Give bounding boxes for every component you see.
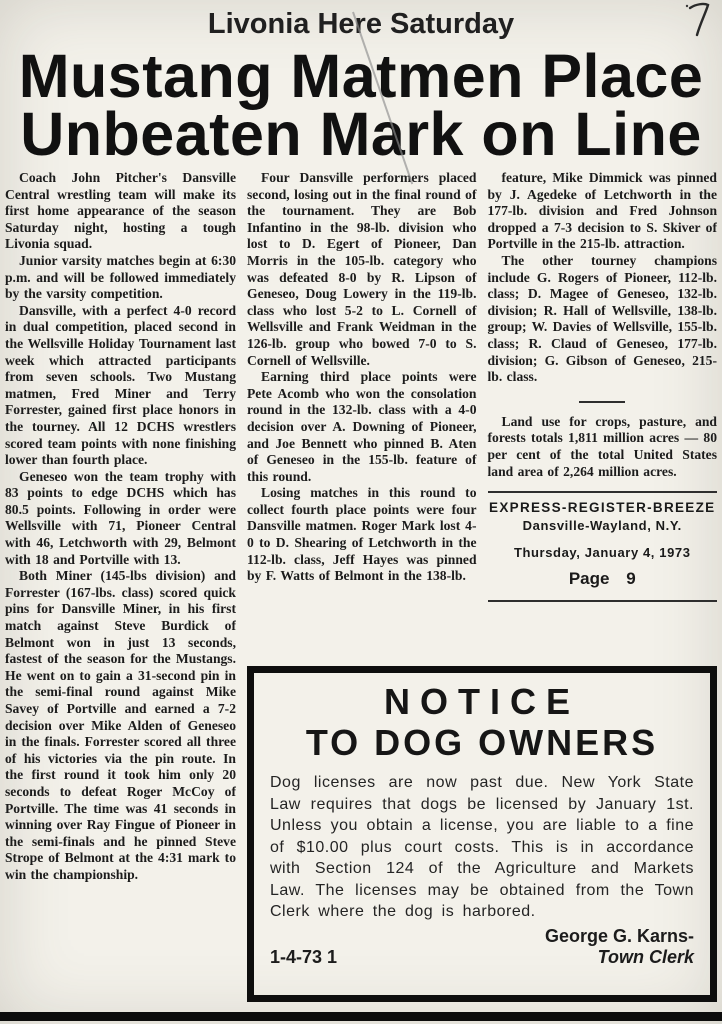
article-paragraph: Coach John Pitcher's Dansville Central wrestling team will make its first home appearance of the season Saturday night, hosting a tough Livonia squad. [5, 170, 236, 252]
masthead-location: Dansville-Wayland, N.Y. [522, 518, 682, 534]
filler-paragraph: Land use for crops, pasture, and forests totals 1,811 million acres — 80 per cent of the total United States land area of 2,264 million acres. [487, 413, 717, 479]
masthead-divider-bottom [488, 600, 718, 602]
masthead-page-number: Page 9 [568, 569, 636, 589]
article-paragraph: The other tourney champions include G. Rogers of Pioneer, 112-lb. class; D. Magee of Geneseo, 132-lb. division; R. Hall of Wellsville, 138-lb. group; W. Davies of Wellsville, 155-lb. class; R. Claud of Geneseo, 177-lb. division; G. Gibson of Geneseo, 215-lb. class. [487, 252, 717, 385]
headline-line-1: Mustang Matmen Place [18, 42, 704, 110]
article-body [0, 170, 722, 1018]
article-column-2 [247, 170, 477, 658]
notice-date-code: 1-4-73 1 [270, 946, 338, 967]
article-kicker: Livonia Here Saturday [207, 8, 515, 40]
masthead-divider-top [488, 491, 718, 493]
handwritten-seven-mark [684, 2, 714, 38]
article-right-region [247, 170, 717, 1018]
article-right-columns [247, 170, 717, 658]
article-paragraph: Losing matches in this round to collect fourth place points were four Dansville matmen. Roger Mark lost 4-0 to D. Shearing of Letchworth in the 112-lb. class, Jeff Hayes was pinned by F. Watts of Belmont in the 138-lb. [247, 485, 477, 584]
article-paragraph: Geneseo won the team trophy with 83 points to edge DCHS which has 80.5 points. Following in order were Wellsville with 71, Pioneer Central with 46, Letchworth with 29, Belmont with 18 and Portville with 13. [5, 468, 236, 567]
headline-line-2: Unbeaten Mark on Line [20, 100, 702, 168]
article-paragraph: Earning third place points were Pete Acomb who won the consolation round in the 132-lb. class with a 4-0 decision over A. Downing of Pioneer, and Joe Bennett who pinned B. Aten of Geneseo in the 155-lb. feature of this round. [247, 369, 477, 484]
masthead [488, 500, 718, 589]
notice-signature: George G. Karns- [544, 925, 694, 946]
article-paragraph: Both Miner (145-lbs division) and Forrester (167-lbs. class) scored quick pins for Dansville Miner, in his first match against Steve Burdick of Belmont won in just 13 seconds, fastest of the season for the Mustangs. He went on to gain a 31-second pin in the semi-final round against Mike Savey of Portville and earned a 7-2 decision over Mike Alden of Geneseo in the finals. Forrester scored all three of his victories via the pin route. In the first round it took him only 20 seconds to defeat Roger McCoy of Portville. The time was 41 seconds in winning over Ray Fingue of Pioneer in the semi-finals and he pinned Steve Strope of Belmont at the 4:31 mark to win the championship. [5, 568, 236, 882]
dog-notice-ad [247, 666, 717, 1002]
article-paragraph: Four Dansville performers placed second, losing out in the final round of the tournament. They are Bob Infantino in the 98-lb. division who lost to D. Egert of Pioneer, Dan Morris in the 105-lb. category who was defeated 8-0 by R. Lipson of Geneseo, Doug Lowery in the 119-lb. class who lost 5-2 to L. Cornell of Wellsville and Frank Weidman in the 126-lb. group who bowed 7-0 to S. Cornell of Wellsville. [247, 170, 477, 368]
article-paragraph: Dansville, with a perfect 4-0 record in dual competition, placed second in the Wellsville Holiday Tournament last week which attracted participants from seven schools. Two Mustang matmen, Fred Miner and Terry Forrester, gained first place honors in the tourney. All 12 DCHS wrestlers scored team points with none finishing lower than fourth place. [5, 302, 236, 468]
notice-body: Dog licenses are now past due. New York State Law requires that dogs be licensed by January 1st. Unless you obtain a license, you are liable to a fine of $10.00 plus court costs. This is in accordance with Section 124 of the Agriculture and Markets Law. The licenses may be obtained from the Town Clerk where the dog is harbored. [270, 774, 694, 920]
article-paragraph: Junior varsity matches begin at 6:30 p.m. and will be followed immediately by the varsity competition. [5, 252, 236, 302]
section-divider [579, 401, 625, 403]
notice-footer-row [270, 947, 694, 968]
article-column-3 [488, 170, 718, 658]
masthead-title: EXPRESS-REGISTER-BREEZE [489, 500, 716, 516]
notice-title-line-2: TO DOG OWNERS [305, 722, 659, 763]
notice-title-line-1: NOTICE [383, 681, 580, 722]
masthead-date: Thursday, January 4, 1973 [513, 545, 691, 561]
notice-signer-title: Town Clerk [597, 946, 694, 967]
notice-title [270, 681, 694, 763]
article-headline [0, 42, 722, 168]
article-paragraph: feature, Mike Dimmick was pinned by J. Agedeke of Letchworth in the 177-lb. division and Fred Johnson dropped a 7-3 decision to S. Skiver of Portville in the 215-lb. attraction. [487, 170, 717, 252]
article-column-1 [5, 170, 236, 1018]
bottom-rule [0, 1012, 722, 1021]
